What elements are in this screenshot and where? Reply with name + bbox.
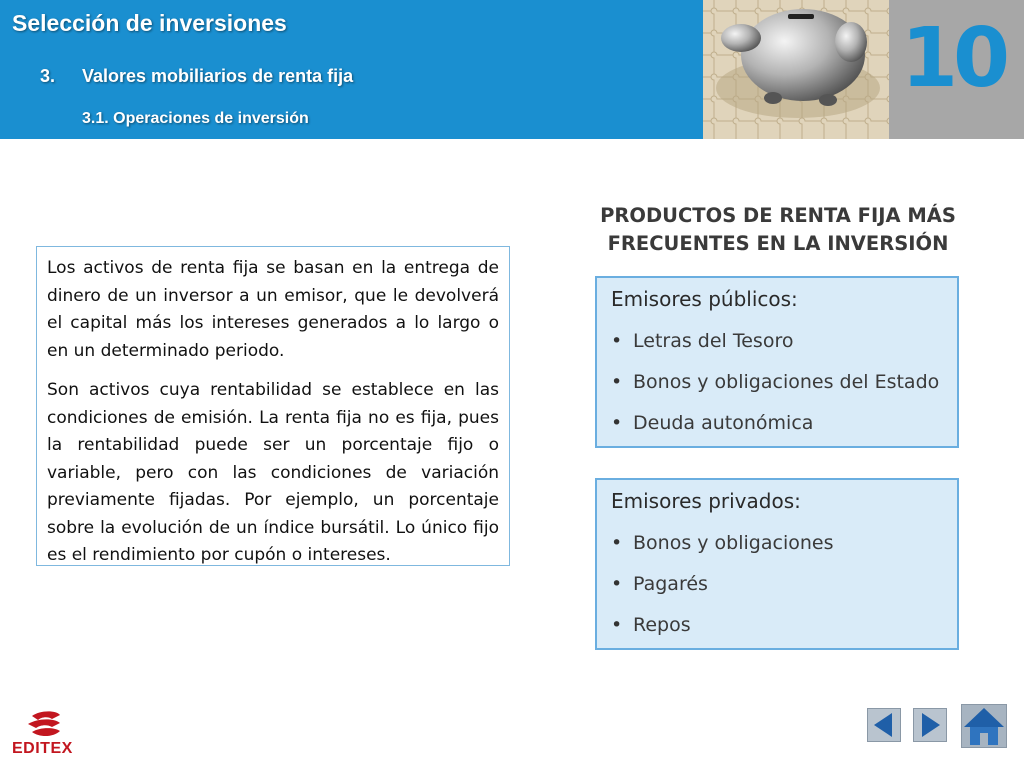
section-number: 3.	[40, 66, 56, 86]
chapter-number: 10	[901, 11, 1006, 106]
house-icon	[962, 705, 1006, 747]
private-issuers-panel	[595, 478, 959, 650]
subsection-title: 3.1. Operaciones de inversión	[82, 110, 309, 127]
list-item-label: Letras del Tesoro	[633, 330, 794, 352]
next-slide-button[interactable]	[913, 708, 947, 742]
public-issuers-heading: Emisores públicos:	[611, 287, 798, 311]
list-item-label: Deuda autonómica	[633, 412, 814, 434]
bullet-icon: •	[611, 532, 623, 554]
section-title: Valores mobiliarios de renta fija	[82, 66, 354, 86]
editex-logo-icon	[10, 710, 80, 740]
editex-logo	[10, 710, 80, 762]
public-issuers-list	[611, 326, 939, 449]
bullet-icon: •	[611, 573, 623, 595]
bullet-icon: •	[611, 412, 623, 434]
list-item	[611, 326, 939, 367]
home-button[interactable]	[961, 704, 1007, 748]
list-item	[611, 408, 939, 449]
public-issuers-panel	[595, 276, 959, 448]
triangle-left-icon	[868, 709, 900, 741]
chapter-badge	[889, 0, 1024, 139]
definition-text-box	[36, 246, 510, 566]
bullet-icon: •	[611, 614, 623, 636]
bullet-icon: •	[611, 371, 623, 393]
products-heading-line-2: FRECUENTES EN LA INVERSIÓN	[607, 232, 949, 255]
products-heading	[588, 202, 968, 258]
header-banner	[0, 0, 703, 139]
piggy-bank-illustration	[703, 0, 889, 139]
paragraph-definition: Los activos de renta fija se basan en la entrega de dinero de un inversor a un emisor, que le devolverá el capital más los intereses generados a lo largo o en un determinado periodo.	[47, 258, 499, 361]
list-item	[611, 569, 833, 610]
list-item	[611, 528, 833, 569]
bullet-icon: •	[611, 330, 623, 352]
paragraph-profitability: Son activos cuya rentabilidad se establece en las condiciones de emisión. La renta fija no es fija, pues la rentabilidad puede ser un porcentaje fijo o variable, pero con las condiciones de variación previamente fijadas. Por ejemplo, un porcentaje sobre la evolución de un índice bursátil. Lo único fijo es el rendimiento por cupón o intereses.	[47, 380, 499, 565]
products-heading-line-1: PRODUCTOS DE RENTA FIJA MÁS	[600, 204, 956, 227]
list-item-label: Pagarés	[633, 573, 708, 595]
piggy-bank-photo	[703, 0, 889, 139]
triangle-right-icon	[914, 709, 946, 741]
previous-slide-button[interactable]	[867, 708, 901, 742]
list-item-label: Bonos y obligaciones	[633, 532, 834, 554]
list-item-label: Repos	[633, 614, 691, 636]
editex-logo-text: EDITEX	[12, 740, 73, 757]
list-item-label: Bonos y obligaciones del Estado	[633, 371, 940, 393]
list-item	[611, 367, 939, 408]
private-issuers-list	[611, 528, 833, 651]
presentation-title: Selección de inversiones	[12, 10, 287, 36]
list-item	[611, 610, 833, 651]
private-issuers-heading: Emisores privados:	[611, 489, 801, 513]
